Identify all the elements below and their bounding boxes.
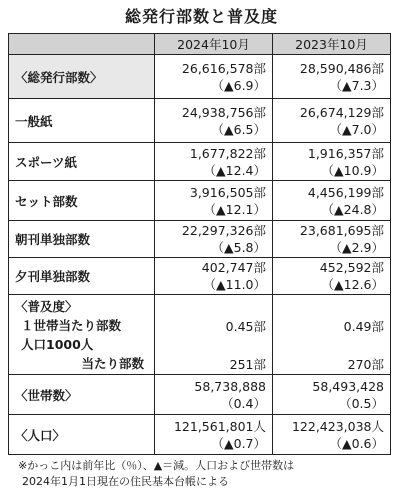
cell-set-2023: [273, 181, 391, 221]
change-total-2024: （▲6.9）: [211, 77, 266, 93]
row-sports-paper: [9, 143, 391, 181]
header-2024: 2024年10月: [155, 34, 273, 55]
change-households-2024: （0.4）: [221, 395, 266, 411]
value-households-2023: 58,493,428: [312, 378, 384, 394]
footnote: [18, 458, 398, 490]
cell-total-2024: [155, 55, 273, 99]
value-total-2024: 26,616,578部: [181, 60, 266, 76]
page-title: 総発行部数と普及度: [124, 7, 278, 26]
cell-morning-2024: [155, 221, 273, 258]
value-general-2023: 26,674,129部: [299, 104, 384, 120]
value-household-2023: 0.49部: [343, 319, 384, 334]
change-sports-2023: （▲10.9）: [321, 162, 384, 178]
cell-evening-2024: [155, 258, 273, 295]
cell-households-2023: [273, 375, 391, 415]
row-penetration: [9, 295, 391, 375]
change-morning-2024: （▲5.8）: [211, 240, 266, 255]
row-total-circulation: [9, 55, 391, 99]
circulation-table: [8, 33, 391, 455]
cell-population-2024: [155, 415, 273, 455]
value-total-2023: 28,590,486部: [299, 60, 384, 76]
header-2023: 2023年10月: [273, 34, 391, 55]
label-households: 〈世帯数〉: [9, 375, 155, 415]
change-total-2023: （▲7.3）: [329, 77, 384, 93]
change-sports-2024: （▲12.4）: [203, 162, 266, 178]
value-general-2024: 24,938,756部: [181, 104, 266, 120]
value-per1000-2023: 270部: [347, 357, 384, 372]
label-total-circulation: 〈総発行部数〉: [9, 55, 155, 99]
value-sports-2024: 1,677,822部: [189, 145, 266, 161]
change-population-2024: （▲0.7）: [211, 435, 266, 451]
row-morning-only: [9, 221, 391, 258]
label-penetration: [9, 295, 155, 375]
header-corner: [9, 34, 155, 55]
per-1000-label-line1: 人口1000人: [21, 336, 94, 352]
label-morning-only: 朝刊単独部数: [9, 221, 155, 258]
cell-households-2024: [155, 375, 273, 415]
change-evening-2024: （▲11.0）: [203, 277, 266, 292]
row-set-copies: [9, 181, 391, 221]
footnote-line2: 2024年1月1日現在の住民基本台帳による: [22, 475, 229, 488]
value-morning-2024: 22,297,326部: [181, 223, 266, 238]
change-population-2023: （▲0.6）: [329, 435, 384, 451]
cell-penetration-2023: [273, 295, 391, 375]
value-evening-2023: 452,592部: [319, 260, 384, 275]
cell-general-2024: [155, 99, 273, 143]
value-population-2023: 122,423,038人: [291, 418, 384, 434]
row-general-paper: [9, 99, 391, 143]
change-households-2023: （0.5）: [339, 395, 384, 411]
change-evening-2023: （▲12.6）: [321, 277, 384, 292]
value-set-2024: 3,916,505部: [189, 184, 266, 200]
per-household-label: １世帯当たり部数: [21, 317, 122, 333]
cell-sports-2023: [273, 143, 391, 181]
value-households-2024: 58,738,888: [194, 378, 266, 394]
label-population: 〈人口〉: [9, 415, 155, 455]
value-evening-2024: 402,747部: [201, 260, 266, 275]
row-evening-only: [9, 258, 391, 295]
row-households: [9, 375, 391, 415]
label-set-copies: セット部数: [9, 181, 155, 221]
per-1000-label-line2: 当たり部数: [81, 355, 144, 371]
cell-population-2023: [273, 415, 391, 455]
footnote-line1: ※かっこ内は前年比（％）、▲＝減。人口および世帯数は: [18, 459, 295, 472]
label-evening-only: 夕刊単独部数: [9, 258, 155, 295]
label-general-paper: 一般紙: [9, 99, 155, 143]
value-per1000-2024: 251部: [229, 357, 266, 372]
cell-set-2024: [155, 181, 273, 221]
value-population-2024: 121,561,801人: [173, 418, 266, 434]
cell-general-2023: [273, 99, 391, 143]
cell-total-2023: [273, 55, 391, 99]
change-set-2023: （▲24.8）: [321, 201, 384, 217]
value-household-2024: 0.45部: [225, 319, 266, 334]
cell-evening-2023: [273, 258, 391, 295]
cell-morning-2023: [273, 221, 391, 258]
change-general-2023: （▲7.0）: [329, 121, 384, 137]
label-sports-paper: スポーツ紙: [9, 143, 155, 181]
change-set-2024: （▲12.1）: [203, 201, 266, 217]
cell-penetration-2024: [155, 295, 273, 375]
cell-sports-2024: [155, 143, 273, 181]
change-morning-2023: （▲2.9）: [329, 240, 384, 255]
change-general-2024: （▲6.5）: [211, 121, 266, 137]
value-morning-2023: 23,681,695部: [299, 223, 384, 238]
value-sports-2023: 1,916,357部: [307, 145, 384, 161]
table-header-row: [9, 34, 391, 55]
row-population: [9, 415, 391, 455]
penetration-heading: 〈普及度〉: [15, 298, 78, 314]
value-set-2023: 4,456,199部: [307, 184, 384, 200]
